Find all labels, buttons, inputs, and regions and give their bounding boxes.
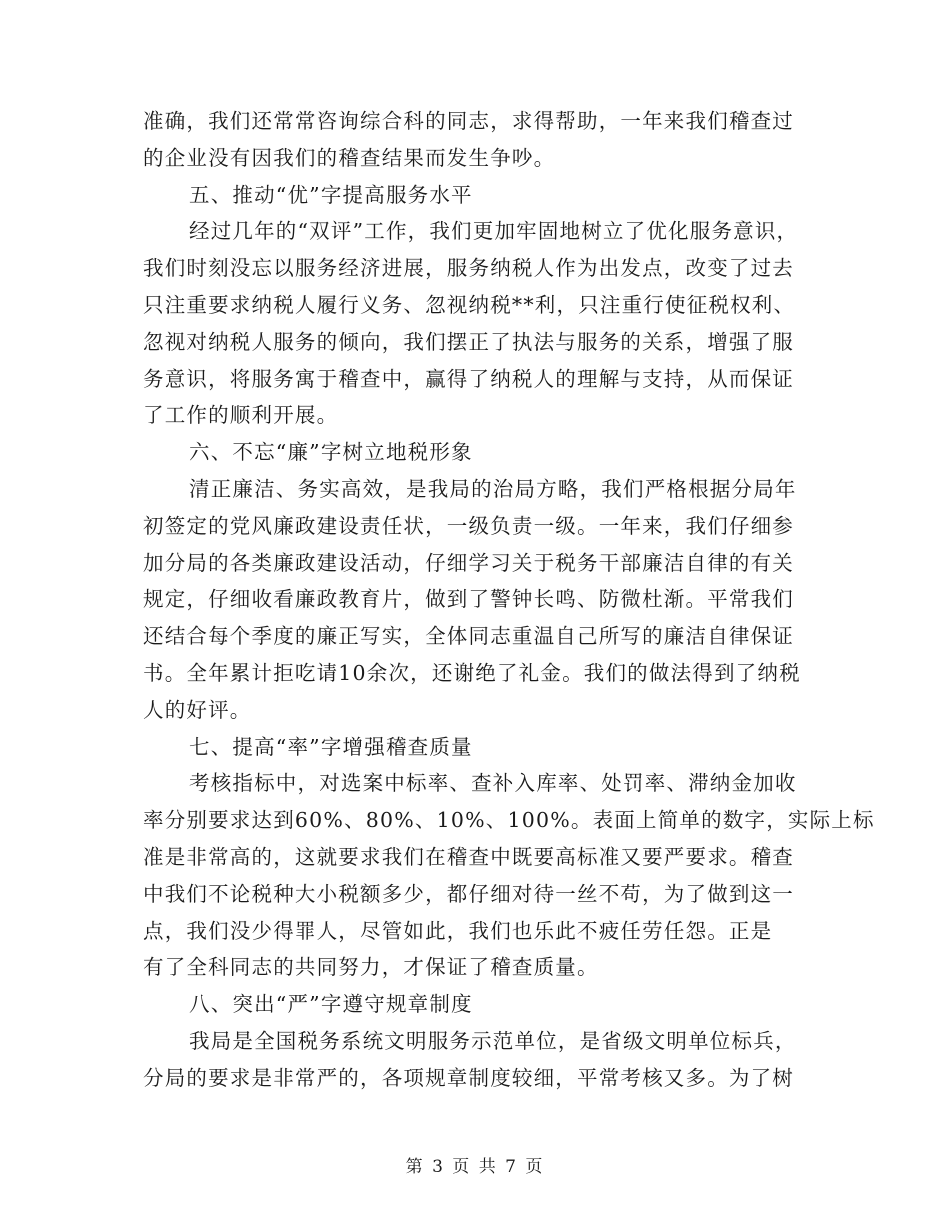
body-line: 率分别要求达到60%、80%、10%、100%。表面上简单的数字，实际上标 bbox=[143, 808, 875, 833]
document-body bbox=[143, 103, 875, 1097]
body-line: 还结合每个季度的廉正写实，全体同志重温自己所写的廉洁自律保证 bbox=[143, 624, 794, 649]
body-line: 准确，我们还常常咨询综合科的同志，求得帮助，一年来我们稽查过 bbox=[143, 109, 794, 133]
body-line: 的企业没有因我们的稽查结果而发生争吵。 bbox=[143, 145, 556, 170]
paragraph-start: 我局是全国税务系统文明服务示范单位，是省级文明单位标兵， bbox=[189, 1028, 797, 1053]
body-line: 加分局的各类廉政建设活动，仔细学习关于税务干部廉洁自律的有关 bbox=[143, 550, 794, 575]
body-line: 我们时刻没忘以服务经济进展，服务纳税人作为出发点，改变了过去 bbox=[143, 256, 794, 281]
body-line: 人的好评。 bbox=[143, 697, 252, 722]
body-line: 务意识，将服务寓于稽查中，赢得了纳税人的理解与支持，从而保证 bbox=[143, 366, 794, 391]
section-heading-7: 七、提高“率”字增强稽查质量 bbox=[189, 734, 473, 759]
paragraph-start: 清正廉洁、务实高效，是我局的治局方略，我们严格根据分局年 bbox=[189, 476, 797, 501]
body-line: 准是非常高的，这就要求我们在稽查中既要高标准又要严要求。稽查 bbox=[143, 844, 794, 869]
section-heading-8: 八、突出“严”字遵守规章制度 bbox=[189, 992, 473, 1017]
paragraph-start: 考核指标中，对选案中标率、查补入库率、处罚率、滞纳金加收 bbox=[189, 771, 797, 796]
body-line: 只注重要求纳税人履行义务、忽视纳税**利，只注重行使征税权利、 bbox=[143, 292, 796, 317]
body-line: 中我们不论税种大小税额多少，都仔细对待一丝不苟，为了做到这一 bbox=[143, 881, 794, 906]
body-line: 点，我们没少得罪人，尽管如此，我们也乐此不疲任劳任怨。正是 bbox=[143, 918, 773, 943]
body-line: 规定，仔细收看廉政教育片，做到了警钟长鸣、防微杜渐。平常我们 bbox=[143, 587, 794, 612]
page-number: 第 3 页 共 7 页 bbox=[405, 1157, 545, 1177]
paragraph-start: 经过几年的“双评”工作，我们更加牢固地树立了优化服务意识， bbox=[189, 219, 799, 244]
body-line: 书。全年累计拒吃请10余次，还谢绝了礼金。我们的做法得到了纳税 bbox=[143, 660, 801, 685]
body-line: 了工作的顺利开展。 bbox=[143, 403, 339, 428]
body-line: 初签定的党风廉政建设责任状，一级负责一级。一年来，我们仔细参 bbox=[143, 513, 794, 538]
section-heading-5: 五、推动“优”字提高服务水平 bbox=[189, 182, 473, 207]
section-heading-6: 六、不忘“廉”字树立地税形象 bbox=[189, 440, 473, 465]
body-line: 分局的要求是非常严的，各项规章制度较细，平常考核又多。为了树 bbox=[143, 1065, 794, 1090]
body-line: 忽视对纳税人服务的倾向，我们摆正了执法与服务的关系，增强了服 bbox=[143, 329, 794, 354]
body-line: 有了全科同志的共同努力，才保证了稽查质量。 bbox=[143, 955, 599, 980]
